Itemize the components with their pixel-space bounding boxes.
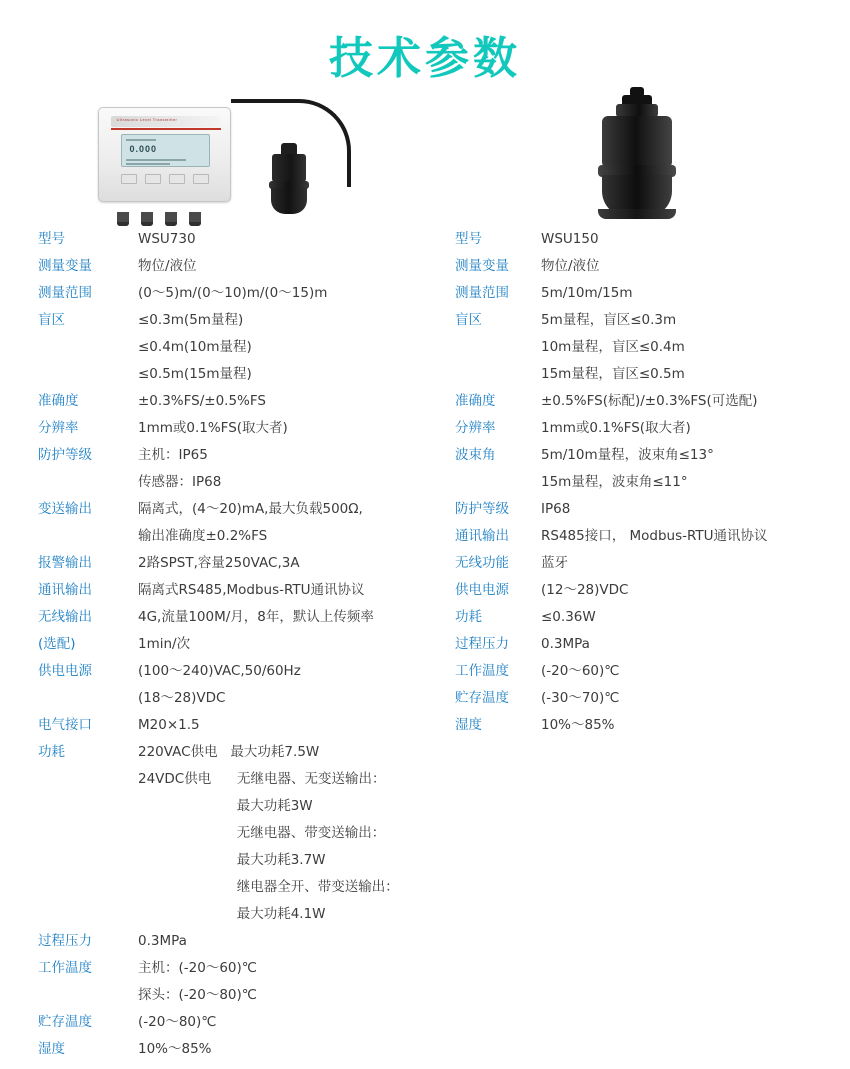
spec-row [38, 631, 425, 658]
wall-mount-device-illustration [98, 95, 328, 220]
spec-label: 贮存温度 [38, 1014, 92, 1030]
probe-horn [271, 188, 307, 214]
spec-label: 测量变量 [455, 258, 509, 274]
left-product-image [0, 86, 425, 226]
spec-label: 通讯输出 [455, 528, 509, 544]
sensor-horn-lip [598, 209, 676, 219]
spec-row [455, 658, 850, 685]
spec-label: 功耗 [38, 744, 65, 760]
spec-value: 隔离式RS485,Modbus-RTU通讯协议 [138, 582, 365, 598]
spec-label: 型号 [455, 231, 482, 247]
lcd-line [126, 159, 186, 161]
spec-value: WSU150 [541, 231, 599, 247]
spec-label: 功耗 [455, 609, 482, 625]
spec-row [38, 793, 425, 820]
lcd-line [126, 163, 170, 165]
spec-value: (100～240)VAC,50/60Hz [138, 663, 301, 679]
spec-row [38, 415, 425, 442]
spec-value: 10m量程，盲区≤0.4m [541, 339, 685, 355]
spec-row [455, 388, 850, 415]
spec-row [455, 550, 850, 577]
spec-label: 变送输出 [38, 501, 92, 517]
transmitter-enclosure [98, 107, 231, 202]
spec-label: 工作温度 [38, 960, 92, 976]
spec-label: 通讯输出 [38, 582, 92, 598]
spec-value: 220VAC供电 最大功耗7.5W [138, 744, 320, 760]
spec-label: 测量变量 [38, 258, 92, 274]
spec-value: 10%～85% [541, 717, 615, 733]
keypad-button [145, 174, 161, 184]
spec-row [455, 226, 850, 253]
spec-value: ≤0.4m(10m量程) [138, 339, 252, 355]
spec-value: 24VDC供电 无继电器、无变送输出： [138, 771, 386, 787]
spec-value: 蓝牙 [541, 555, 568, 571]
spec-row [455, 469, 850, 496]
spec-value: (0～5)m/(0～10)m/(0～15)m [138, 285, 328, 301]
spec-label: 工作温度 [455, 663, 509, 679]
spec-value: 传感器：IP68 [138, 474, 222, 490]
keypad-button [193, 174, 209, 184]
spec-value: ±0.5%FS(标配)/±0.3%FS(可选配) [541, 393, 758, 409]
spec-value: 15m量程，盲区≤0.5m [541, 366, 685, 382]
left-spec-table [0, 226, 425, 1069]
spec-value: 5m/10m量程，波束角≤13° [541, 447, 714, 463]
spec-value: 探头：(-20～80)℃ [138, 987, 257, 1003]
spec-row [38, 469, 425, 496]
spec-columns [0, 86, 850, 1069]
spec-row [455, 361, 850, 388]
spec-row [38, 577, 425, 604]
spec-row [38, 658, 425, 685]
spec-row [38, 766, 425, 793]
spec-row [38, 523, 425, 550]
right-product-image [425, 86, 850, 226]
spec-label: 测量范围 [38, 285, 92, 301]
spec-label: 无线功能 [455, 555, 509, 571]
spec-row [455, 685, 850, 712]
spec-row [38, 712, 425, 739]
spec-row [38, 820, 425, 847]
lcd-reading: 0.000 [129, 144, 158, 154]
keypad-row [121, 174, 210, 184]
spec-row [455, 442, 850, 469]
enclosure-red-line [111, 128, 221, 130]
right-spec-table [425, 226, 850, 739]
spec-row [455, 523, 850, 550]
spec-row [38, 226, 425, 253]
spec-label: 湿度 [38, 1041, 65, 1057]
spec-row [455, 307, 850, 334]
keypad-button [169, 174, 185, 184]
spec-row [38, 1036, 425, 1063]
spec-label: 供电电源 [38, 663, 92, 679]
integrated-sensor-illustration [578, 95, 698, 220]
spec-row [455, 712, 850, 739]
spec-row [38, 307, 425, 334]
right-product-column [425, 86, 850, 1069]
spec-label: 波束角 [455, 447, 496, 463]
spec-value: M20×1.5 [138, 717, 200, 733]
spec-label: 过程压力 [455, 636, 509, 652]
spec-value: 隔离式，(4～20)mA,最大负载500Ω, [138, 501, 363, 517]
spec-value: ≤0.3m(5m量程) [138, 312, 244, 328]
spec-row [455, 631, 850, 658]
spec-label: 无线输出 [38, 609, 92, 625]
spec-row [38, 361, 425, 388]
spec-row [455, 496, 850, 523]
spec-value: 5m/10m/15m [541, 285, 633, 301]
spec-row [38, 874, 425, 901]
spec-row [38, 982, 425, 1009]
spec-row [38, 1009, 425, 1036]
spec-value: 0.3MPa [541, 636, 590, 652]
spec-label: 准确度 [38, 393, 79, 409]
spec-row [38, 388, 425, 415]
probe-body [272, 154, 306, 182]
spec-value: 最大功耗3W [138, 798, 313, 814]
spec-value: 2路SPST,容量250VAC,3A [138, 555, 300, 571]
spec-label: 过程压力 [38, 933, 92, 949]
spec-row [38, 901, 425, 928]
spec-value: 15m量程，波束角≤11° [541, 474, 688, 490]
spec-value: (-30～70)℃ [541, 690, 620, 706]
spec-label: 供电电源 [455, 582, 509, 598]
spec-row [455, 280, 850, 307]
spec-row [38, 496, 425, 523]
spec-row [38, 280, 425, 307]
spec-value: (-20～60)℃ [541, 663, 620, 679]
spec-row [38, 550, 425, 577]
spec-label: 报警输出 [38, 555, 92, 571]
left-product-column [0, 86, 425, 1069]
spec-value: 1mm或0.1%FS(取大者) [541, 420, 691, 436]
spec-label: 电气接口 [38, 717, 92, 733]
spec-row [38, 739, 425, 766]
spec-label: 盲区 [455, 312, 482, 328]
spec-value: 1mm或0.1%FS(取大者) [138, 420, 288, 436]
page-title: 技术参数 [329, 33, 521, 84]
spec-label: 测量范围 [455, 285, 509, 301]
spec-row [455, 604, 850, 631]
spec-value: (12～28)VDC [541, 582, 629, 598]
spec-value: 输出准确度±0.2%FS [138, 528, 268, 544]
spec-row [38, 253, 425, 280]
cable-glands [117, 212, 201, 226]
spec-label: 防护等级 [38, 447, 92, 463]
cable-gland [117, 212, 129, 226]
spec-value: 10%～85% [138, 1041, 212, 1057]
spec-row [38, 928, 425, 955]
keypad-button [121, 174, 137, 184]
spec-value: ±0.3%FS/±0.5%FS [138, 393, 266, 409]
spec-label: (选配) [38, 636, 76, 652]
spec-value: RS485接口， Modbus-RTU通讯协议 [541, 528, 768, 544]
spec-value: 4G,流量100M/月，8年，默认上传频率 [138, 609, 374, 625]
cable-gland [141, 212, 153, 226]
spec-value: ≤0.36W [541, 609, 596, 625]
spec-value: ≤0.5m(15m量程) [138, 366, 252, 382]
spec-value: 0.3MPa [138, 933, 187, 949]
ultrasonic-probe [268, 143, 310, 217]
spec-label: 准确度 [455, 393, 496, 409]
spec-value: 最大功耗4.1W [138, 906, 326, 922]
spec-value: WSU730 [138, 231, 196, 247]
spec-label: 型号 [38, 231, 65, 247]
sensor-body [602, 116, 672, 168]
spec-row [455, 415, 850, 442]
spec-row [38, 1063, 425, 1069]
spec-value: 物位/液位 [138, 258, 197, 274]
spec-label: 盲区 [38, 312, 65, 328]
spec-value: 最大功耗3.7W [138, 852, 326, 868]
spec-row [38, 334, 425, 361]
spec-label: 防护等级 [455, 501, 509, 517]
spec-label: 贮存温度 [455, 690, 509, 706]
brand-text: Ultrasonic Level Transmitter [116, 117, 178, 122]
spec-value: (18～28)VDC [138, 690, 226, 706]
spec-row [38, 442, 425, 469]
spec-row [38, 604, 425, 631]
spec-value: 继电器全开、带变送输出： [138, 879, 399, 895]
cable-gland [165, 212, 177, 226]
lcd-line [126, 139, 156, 141]
spec-row [455, 334, 850, 361]
spec-value: 无继电器、带变送输出： [138, 825, 386, 841]
spec-row [38, 685, 425, 712]
spec-row [455, 577, 850, 604]
device-lcd-screen [121, 134, 210, 167]
cable-gland [189, 212, 201, 226]
spec-value: 主机：(-20～60)℃ [138, 960, 257, 976]
spec-row [455, 253, 850, 280]
spec-value: 物位/液位 [541, 258, 600, 274]
spec-value: (-20～80)℃ [138, 1014, 217, 1030]
spec-row [38, 847, 425, 874]
spec-value: 主机：IP65 [138, 447, 208, 463]
spec-row [38, 955, 425, 982]
spec-value: 1min/次 [138, 636, 191, 652]
spec-label: 分辨率 [38, 420, 79, 436]
spec-value: 5m量程，盲区≤0.3m [541, 312, 677, 328]
spec-label: 湿度 [455, 717, 482, 733]
spec-label: 分辨率 [455, 420, 496, 436]
spec-value: IP68 [541, 501, 571, 517]
